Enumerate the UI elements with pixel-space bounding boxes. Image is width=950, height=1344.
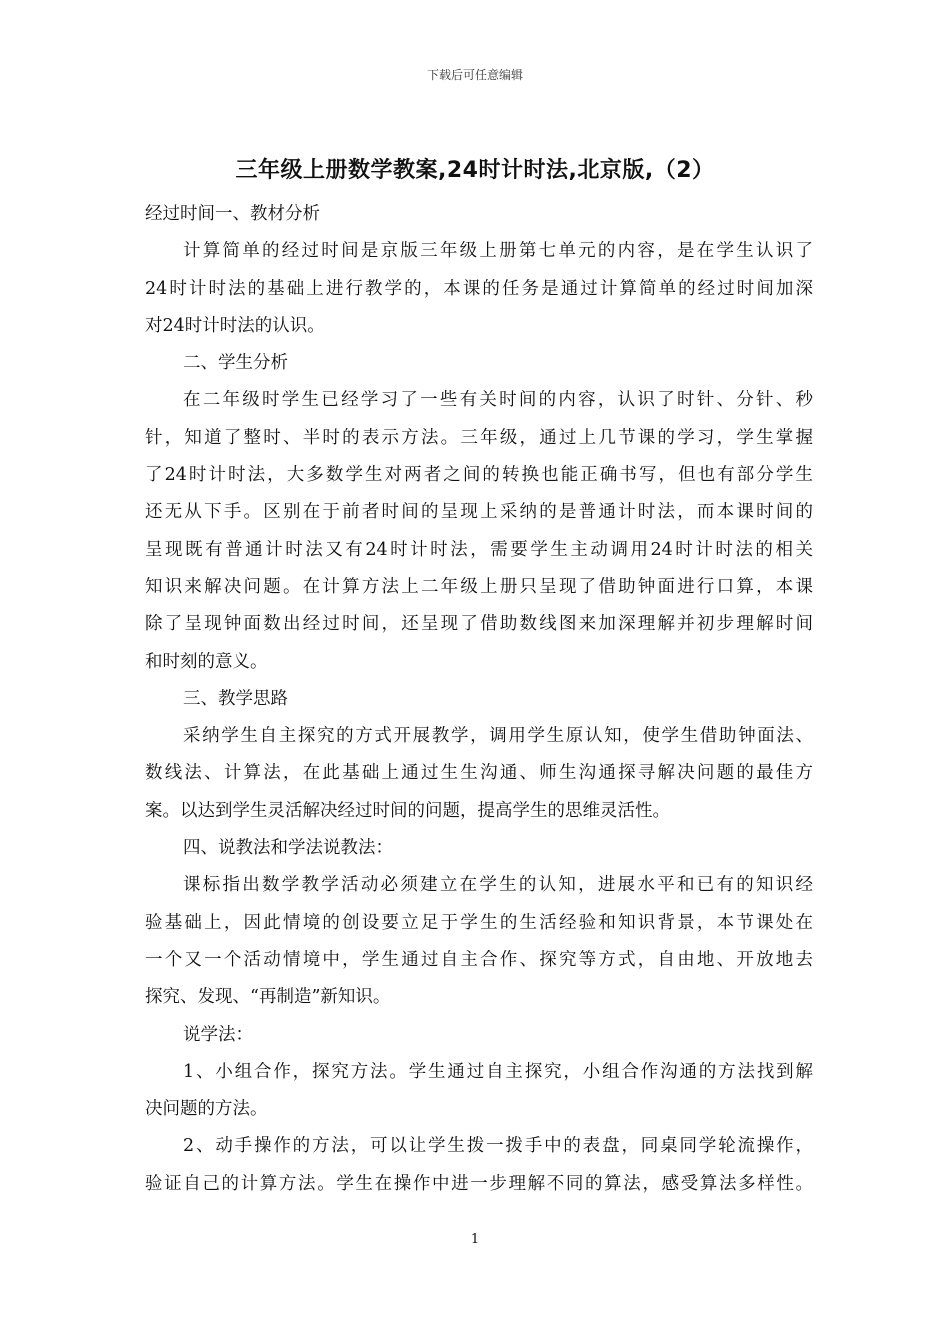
- page-header: 下载后可任意编辑: [426, 68, 523, 82]
- text-line: 呈现既有普通计时法又有24时计时法，需要学生主动调用24时计时法的相关: [145, 539, 813, 560]
- text-line: 还无从下手。区别在于前者时间的呈现上采纳的是普通计时法，而本课时间的: [145, 502, 813, 523]
- text-line: 二、学生分析: [183, 353, 288, 374]
- page-number: 1: [470, 1232, 480, 1247]
- text-line: 决问题的方法。: [145, 1099, 268, 1120]
- text-line: 探究、发现、“再制造”新知识。: [145, 987, 391, 1008]
- text-line: 2、动手操作的方法，可以让学生拨一拨手中的表盘，同桌同学轮流操作，: [183, 1136, 813, 1157]
- text-line: 验基础上，因此情境的创设要立足于学生的生活经验和知识背景，本节课处在: [145, 912, 813, 933]
- text-line: 针，知道了整时、半时的表示方法。三年级，通过上几节课的学习，学生掌握: [145, 427, 813, 448]
- text-line: 验证自己的计算方法。学生在操作中进一步理解不同的算法，感受算法多样性。: [145, 1173, 813, 1194]
- text-line: 了24时计时法，大多数学生对两者之间的转换也能正确书写，但也有部分学生: [145, 465, 813, 486]
- text-line: 知识来解决问题。在计算方法上二年级上册只呈现了借助钟面进行口算，本课: [145, 576, 813, 597]
- text-line: 对24时计时法的认识。: [145, 315, 325, 336]
- text-line: 24时计时法的基础上进行教学的，本课的任务是通过计算简单的经过时间加深: [145, 278, 813, 299]
- text-line: 课标指出数学教学活动必须建立在学生的认知，进展水平和已有的知识经: [183, 875, 813, 896]
- document-title: 三年级上册数学教案,24时计时法,北京版,（2）: [235, 158, 715, 183]
- text-line: 采纳学生自主探究的方式开展教学，调用学生原认知，使学生借助钟面法、: [183, 726, 813, 747]
- text-line: 数线法、计算法，在此基础上通过生生沟通、师生沟通探寻解决问题的最佳方: [145, 763, 813, 784]
- document-body: [145, 196, 813, 1203]
- text-line: 案。以达到学生灵活解决经过时间的问题，提高学生的思维灵活性。: [145, 800, 670, 821]
- text-line: 四、说教法和学法说教法：: [183, 838, 393, 859]
- text-line: 在二年级时学生已经学习了一些有关时间的内容，认识了时针、分针、秒: [183, 390, 813, 411]
- text-line: 经过时间一、教材分析: [145, 204, 320, 224]
- text-line: 计算简单的经过时间是京版三年级上册第七单元的内容，是在学生认识了: [183, 241, 813, 262]
- text-line: 说学法：: [183, 1024, 253, 1045]
- text-line: 除了呈现钟面数出经过时间，还呈现了借助数线图来加深理解并初步理解时间: [145, 614, 813, 635]
- text-line: 三、教学思路: [183, 688, 288, 709]
- text-line: 和时刻的意义。: [145, 651, 268, 672]
- text-line: 一个又一个活动情境中，学生通过自主合作、探究等方式，自由地、开放地去: [145, 949, 813, 970]
- text-line: 1、小组合作，探究方法。学生通过自主探究，小组合作沟通的方法找到解: [183, 1061, 813, 1082]
